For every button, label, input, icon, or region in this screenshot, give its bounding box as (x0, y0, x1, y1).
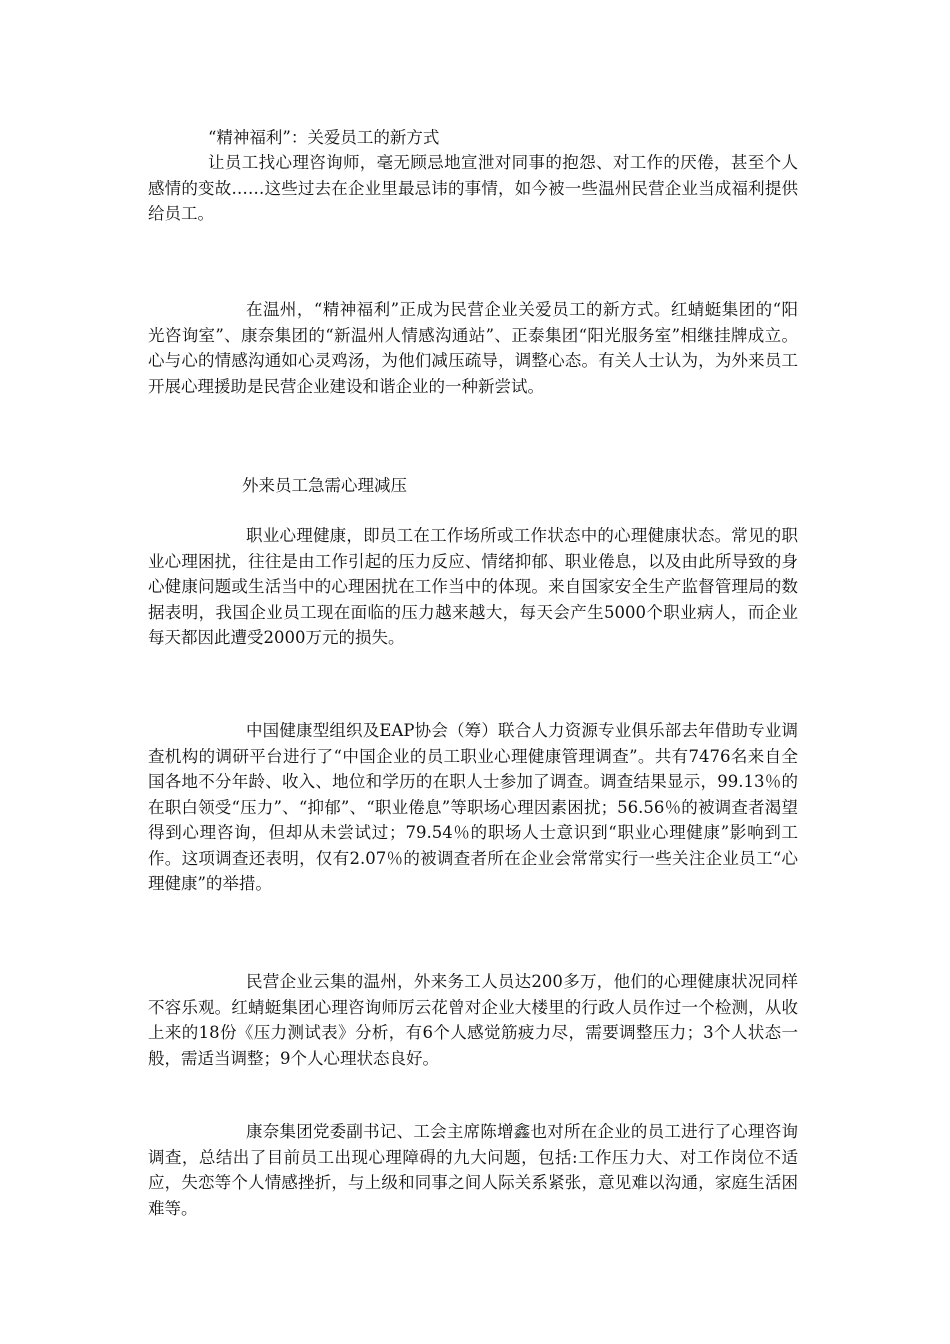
paragraph-5: 民营企业云集的温州，外来务工人员达200多万，他们的心理健康状况同样不容乐观。红蜻蜓集团心理咨询师厉云花曾对企业大楼里的行政人员作过一个检测，从收上来的18份《压力测试表》分析，有6个人感觉筋疲力尽，需要调整压力；3个人状态一般，需适当调整；9个人心理状态良好。 (148, 972, 798, 1068)
subheading: 外来员工急需心理减压 (242, 476, 407, 495)
paragraph-6: 康奈集团党委副书记、工会主席陈增鑫也对所在企业的员工进行了心理咨询调查，总结出了目前员工出现心理障碍的九大问题，包括:工作压力大、对工作岗位不适应，失恋等个人情感挫折，与上级和同事之间人际关系紧张，意见难以沟通，家庭生活困难等。 (148, 1122, 798, 1218)
article-title: “精神福利”：关爱员工的新方式 (208, 128, 440, 147)
paragraph-2: 在温州，“精神福利”正成为民营企业关爱员工的新方式。红蜻蜓集团的“阳光咨询室”、康奈集团的“新温州人情感沟通站”、正泰集团“阳光服务室”相继挂牌成立。心与心的情感沟通如心灵鸡汤，为他们减压疏导，调整心态。有关人士认为，为外来员工开展心理援助是民营企业建设和谐企业的一种新尝试。 (148, 300, 798, 396)
paragraph-3: 职业心理健康，即员工在工作场所或工作状态中的心理健康状态。常见的职业心理困扰，往往是由工作引起的压力反应、情绪抑郁、职业倦息，以及由此所导致的身心健康问题或生活当中的心理困扰在工作当中的体现。来自国家安全生产监督管理局的数据表明，我国企业员工现在面临的压力越来越大，每天会产生5000个职业病人，而企业每天都因此遭受2000万元的损失。 (148, 526, 798, 647)
intro-paragraph: 让员工找心理咨询师，毫无顾忌地宣泄对同事的抱怨、对工作的厌倦，甚至个人感情的变故……这些过去在企业里最忌讳的事情，如今被一些温州民营企业当成福利提供给员工。 (148, 153, 798, 223)
paragraph-4: 中国健康型组织及EAP协会（筹）联合人力资源专业俱乐部去年借助专业调查机构的调研平台进行了“中国企业的员工职业心理健康管理调查”。共有7476名来自全国各地不分年龄、收入、地位和学历的在职人士参加了调查。调查结果显示，99.13％的在职白领受“压力”、“抑郁”、“职业倦息”等职场心理因素困扰；56.56％的被调查者渴望得到心理咨询，但却从未尝试过；79.54％的职场人士意识到“职业心理健康”影响到工作。这项调查还表明，仅有2.07％的被调查者所在企业会常常实行一些关注企业员工“心理健康”的举措。 (148, 721, 798, 893)
